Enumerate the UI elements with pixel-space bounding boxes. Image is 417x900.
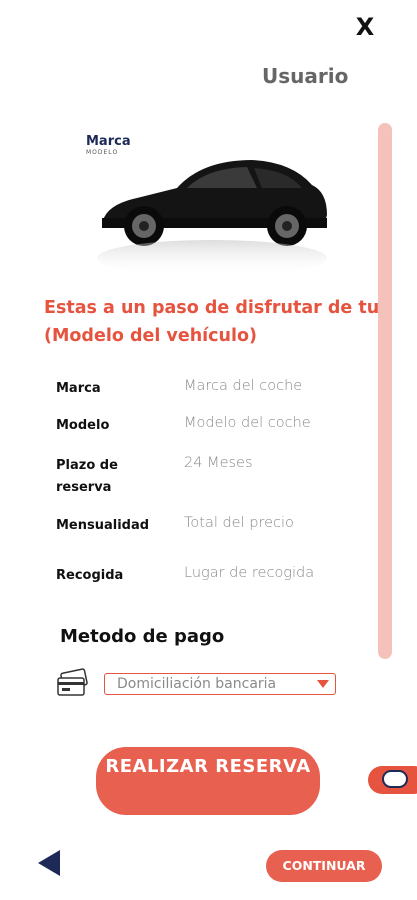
headline: Estas a un paso de disfrutar de tu (Modelo del vehículo) [44,298,380,346]
detail-label: Modelo [56,418,110,433]
credit-card-icon [56,668,90,698]
detail-label: Marca [56,381,101,396]
detail-value: Lugar de recogida [184,565,315,581]
back-arrow-icon[interactable] [38,850,60,876]
detail-value: Total del precio [184,515,294,531]
continue-button[interactable]: CONTINUAR [266,850,382,882]
detail-value: 24 Meses [184,455,253,471]
reserve-button[interactable]: REALIZAR RESERVA [96,747,320,815]
brand-logo [86,134,156,156]
close-icon[interactable]: X [355,13,375,41]
detail-label: Mensualidad [56,518,150,533]
payment-method-value: Domiciliación bancaria [117,676,277,692]
brand-logo-sub: MODELO [86,149,119,156]
payment-method-select[interactable] [104,673,336,695]
chevron-down-icon [317,680,329,688]
chat-button[interactable] [368,766,417,794]
payment-title: Metodo de pago [60,626,225,647]
detail-label: Plazo de reserva [56,458,118,495]
brand-logo-name: Marca [86,134,131,149]
detail-value: Marca del coche [184,378,303,394]
scrollbar[interactable] [378,123,392,659]
detail-label: Recogida [56,568,124,583]
user-label: Usuario [262,64,349,88]
detail-value: Modelo del coche [184,415,311,431]
chat-icon [382,770,408,788]
